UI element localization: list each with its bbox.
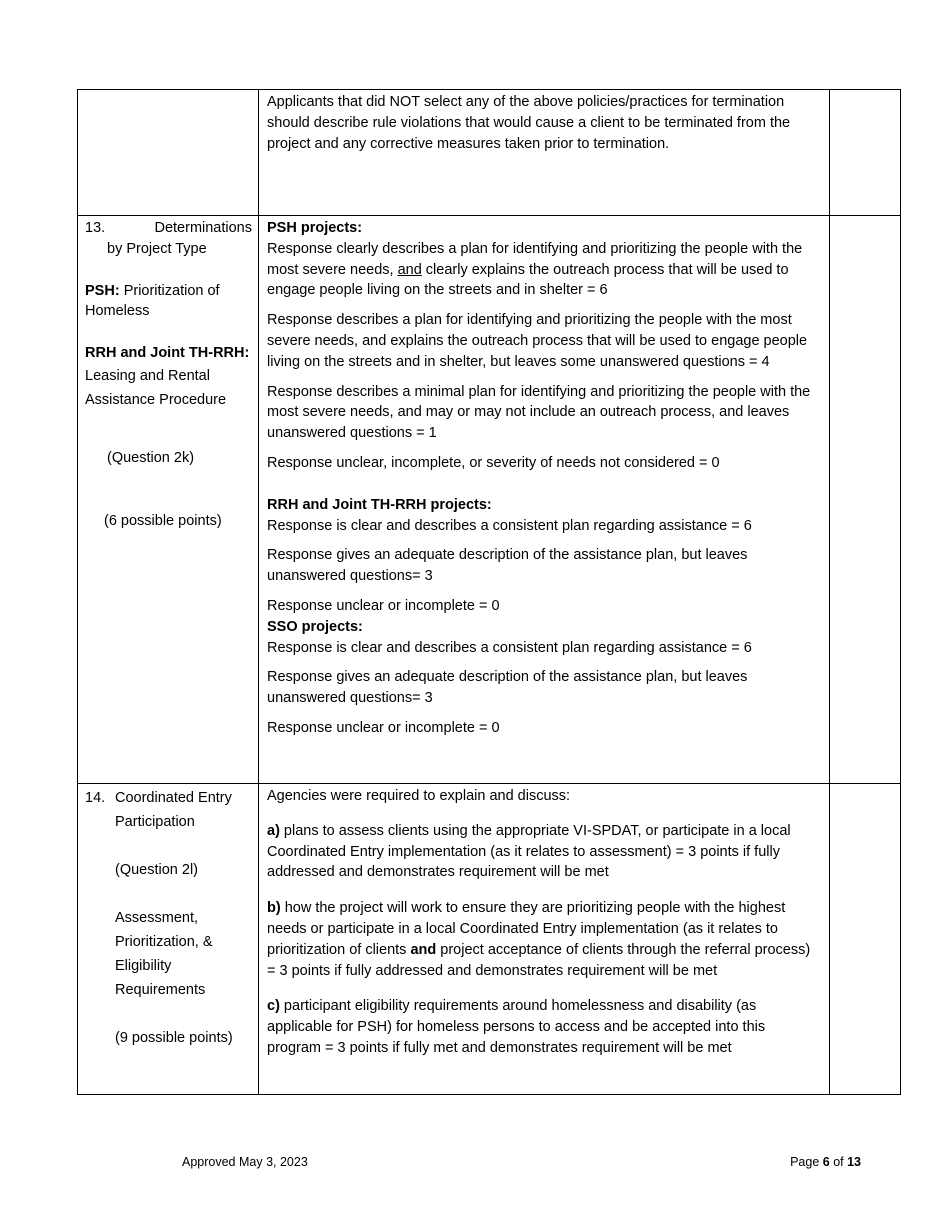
rrh-criterion-6: Response is clear and describes a consistent plan regarding assistance = 6	[267, 517, 752, 534]
score-cell-13	[830, 216, 901, 784]
psh-heading: PSH projects:	[267, 220, 363, 236]
row14-question: (Question 2l)	[115, 862, 199, 878]
criterion-c: c) participant eligibility requirements around homelessness and disability (as applicable for PSH) for homeless persons to access and be accepted into this program = 3 points if fully met and demonstrates requirement will be met	[267, 998, 766, 1056]
rrh-criteria-line1: Leasing and Rental	[85, 367, 210, 384]
rrh-criteria-line2: Assistance Procedure	[85, 391, 227, 408]
row14-title	[85, 786, 252, 810]
row14-points: (9 possible points)	[115, 1030, 233, 1046]
criteria-cell-13	[78, 216, 259, 784]
psh-criteria: PSH: Prioritization of Homeless	[85, 282, 220, 320]
table-row-continuation	[78, 90, 901, 216]
scoring-cell-13	[259, 216, 830, 784]
row13-question: (Question 2k)	[107, 449, 195, 466]
row13-title-line2: by Project Type	[107, 240, 207, 257]
termination-note: Applicants that did NOT select any of the above policies/practices for termination should describe rule violations that would cause a client to be terminated from the project and any corrective measures taken prior to termination.	[267, 94, 791, 152]
row14-sub-line2: Prioritization, &	[115, 934, 213, 950]
table-row-13	[78, 216, 901, 784]
row13-title-word1: Determinations	[154, 220, 252, 236]
row14-sub-line3: Eligibility	[115, 958, 172, 974]
row14-number: 14.	[85, 790, 106, 806]
row14-title-line1: Coordinated Entry	[115, 790, 232, 806]
rrh-criteria-label: RRH and Joint TH-RRH:	[85, 345, 250, 362]
page-number: Page 6 of 13	[790, 1155, 861, 1169]
sso-criterion-6: Response is clear and describes a consistent plan regarding assistance = 6	[267, 639, 752, 656]
sso-criterion-0: Response unclear or incomplete = 0	[267, 719, 500, 736]
sso-criterion-3: Response gives an adequate description of the assistance plan, but leaves unanswered questions= 3	[267, 669, 748, 707]
table-row-14	[78, 784, 901, 1095]
score-cell-14	[830, 784, 901, 1095]
rrh-heading: RRH and Joint TH-RRH projects:	[267, 496, 492, 513]
criteria-cell-14	[78, 784, 259, 1095]
row13-title	[85, 218, 252, 239]
scoring-cell	[259, 90, 830, 216]
scoring-cell-14	[259, 784, 830, 1095]
sso-heading: SSO projects:	[267, 618, 363, 635]
row14-sub-line1: Assessment,	[115, 910, 198, 926]
row13-points: (6 possible points)	[104, 512, 222, 529]
criteria-cell	[78, 90, 259, 216]
scoring-table	[77, 89, 901, 1095]
row13-number: 13.	[85, 220, 106, 236]
psh-criterion-6: Response clearly describes a plan for identifying and prioritizing the people with the most severe needs, and clearly explains the outreach process that will be used to engage people living on the streets and in shelter = 6	[267, 240, 803, 299]
psh-criterion-1: Response describes a minimal plan for identifying and prioritizing the people with the most severe needs, and may or may not include an outreach process, and leaves unanswered questions = 1	[267, 383, 811, 442]
psh-criterion-4: Response describes a plan for identifying and prioritizing the people with the most severe needs, and explains the outreach process that will be used to engage people living on the streets and in shelter, but leaves some unanswered questions = 4	[267, 312, 808, 370]
score-cell	[830, 90, 901, 216]
criterion-a: a) plans to assess clients using the appropriate VI-SPDAT, or participate in a local Coordinated Entry implementation (as it relates to assessment) = 3 points if fully addressed and demonstrates requirement will be met	[267, 822, 791, 881]
rrh-criterion-3: Response gives an adequate description of the assistance plan, but leaves unanswered questions= 3	[267, 547, 748, 585]
row14-sub-line4: Requirements	[115, 982, 206, 998]
approved-date: Approved May 3, 2023	[182, 1155, 308, 1169]
row14-intro: Agencies were required to explain and discuss:	[267, 788, 571, 804]
criterion-b: b) how the project will work to ensure they are prioritizing people with the highest needs or participate in a local Coordinated Entry implementation (as it relates to prioritization of clients and project acceptance of clients through the referral process) = 3 points if fully addressed and demonstrates requirement will be met	[267, 900, 811, 979]
psh-criterion-0: Response unclear, incomplete, or severity of needs not considered = 0	[267, 454, 720, 471]
rrh-criterion-0: Response unclear or incomplete = 0	[267, 597, 500, 614]
row14-title-line2: Participation	[115, 814, 195, 830]
